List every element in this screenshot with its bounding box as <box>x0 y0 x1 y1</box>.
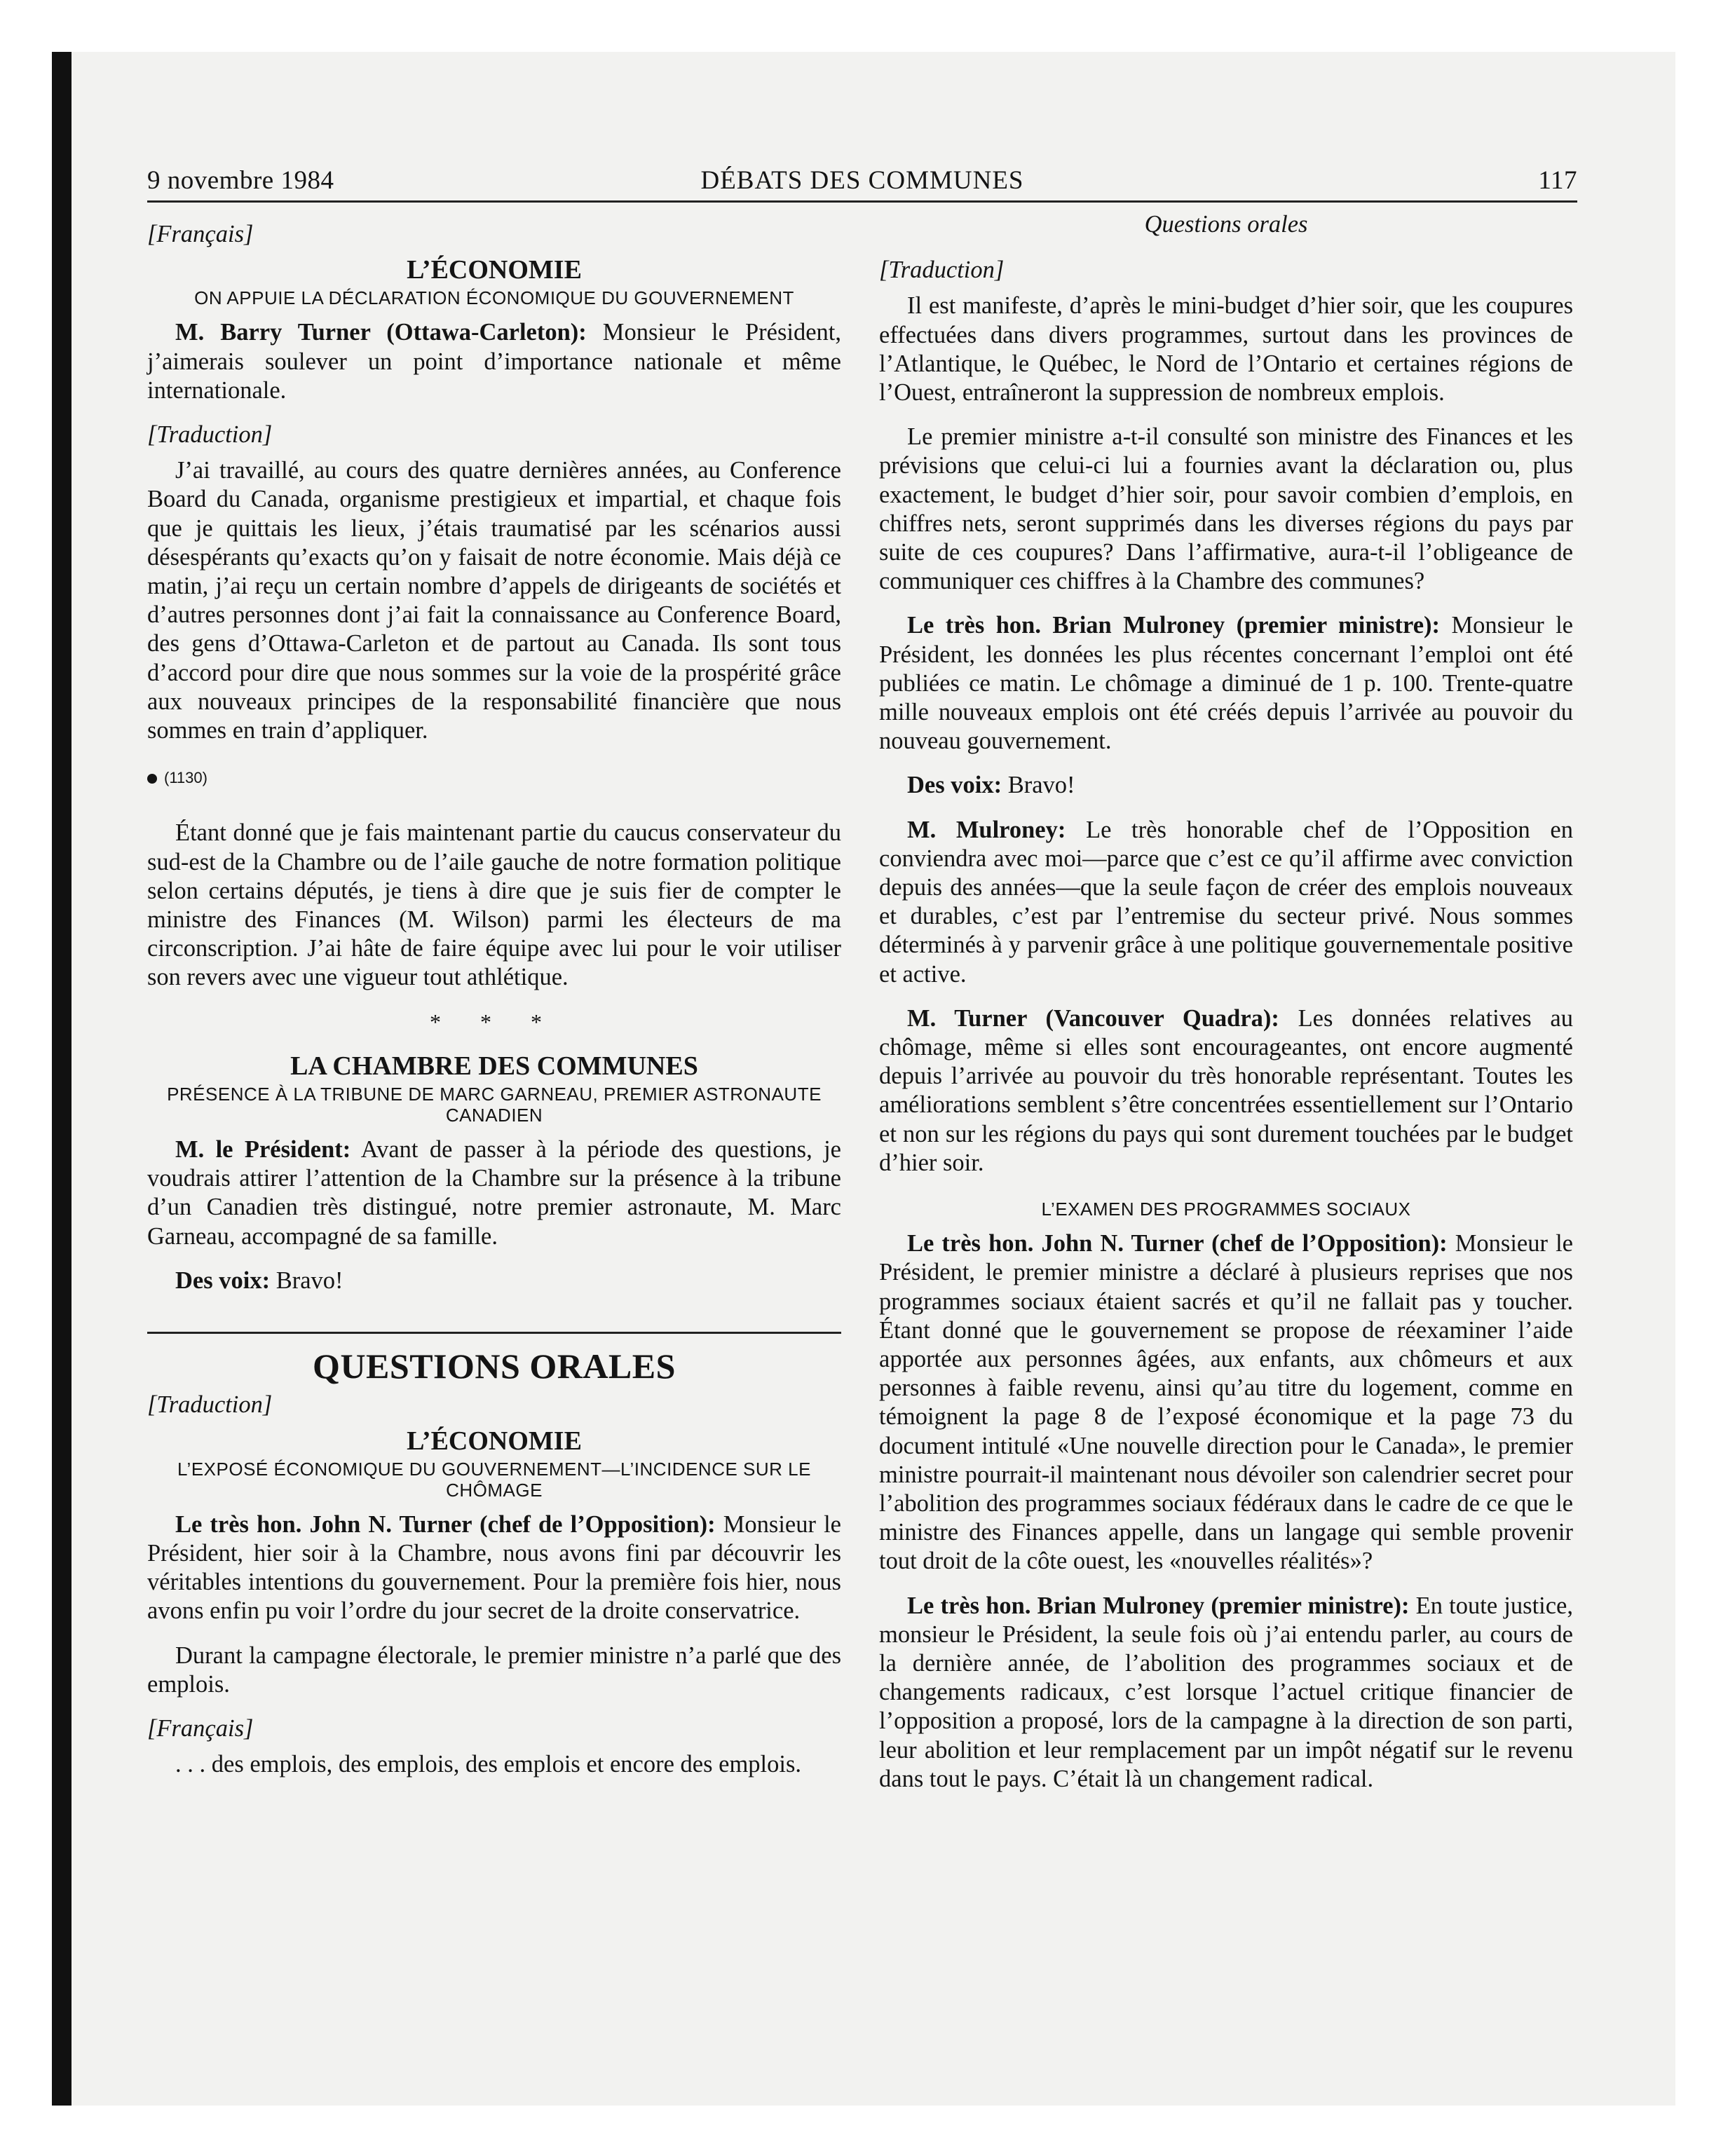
section-separator: * * * <box>430 1009 559 1035</box>
speech-text: Les données relatives au chômage, même si elles sont encourageantes, ont encore augmenté depuis l’arrivée au pouvoir du très honorable représentant. Toutes les améliorations semblent s’être concentrées essentiellement sur l’Ontario et non sur les régions du pays qui sont durement touchées par le budget d’hier soir. <box>879 1004 1573 1176</box>
speech-text: Monsieur le Président, hier soir à la Chambre, nous avons fini par découvrir les véritables intentions du gouvernement. Pour la première fois hier, nous avons enfin pu voir l’ordre du jour secret de la droite conservatrice. <box>147 1510 841 1625</box>
left-column <box>147 210 841 1794</box>
right-column <box>879 210 1573 1809</box>
speech-paragraph <box>147 318 841 405</box>
speech-paragraph <box>879 611 1573 756</box>
header-page-number: 117 <box>1538 166 1577 195</box>
header-title: DÉBATS DES COMMUNES <box>700 166 1024 195</box>
speaker-name: Le très hon. John N. Turner (chef de l’Opposition): <box>907 1230 1448 1257</box>
speech-text: Monsieur le Président, j’aimerais soulever un point d’importance nationale et même internationale. <box>147 319 841 404</box>
speech-paragraph <box>147 1267 841 1295</box>
speaker-name: M. Mulroney: <box>907 816 1066 843</box>
speech-text: En toute justice, monsieur le Président, la seule fois où j’ai entendu parler, au cours de la dernière année, de l’abolition des programmes sociaux et de changements radicaux, c’est lorsque l’actuel critique financier de l’opposition a proposé, lors de la campagne à la direction de son parti, leur abolition et leur remplacement par un impôt négatif sur le revenu dans tout le pays. C’était là un changement radical. <box>879 1592 1573 1792</box>
speech-paragraph <box>879 1229 1573 1576</box>
language-tag: [Français] <box>147 1714 254 1742</box>
speech-paragraph: Étant donné que je fais maintenant partie du caucus conservateur du sud-est de la Chambre ou de l’aile gauche de notre formation politique selon certains députés, je tiens à dire que je suis fier de compter le ministre des Finances (M. Wilson) parmi les électeurs de ma circonscription. J’ai hâte de faire équipe avec lui pour le voir utiliser son revers avec une vigueur tout athlétique. <box>147 819 841 991</box>
language-tag: [Traduction] <box>147 421 273 449</box>
section-heading: L’ÉCONOMIE <box>407 255 582 285</box>
section-heading: LA CHAMBRE DES COMMUNES <box>290 1051 698 1081</box>
speech-paragraph <box>879 816 1573 989</box>
speaker-name: Le très hon. Brian Mulroney (premier ministre): <box>907 1592 1410 1619</box>
speech-paragraph <box>147 1510 841 1626</box>
time-marker <box>147 763 841 792</box>
subsection-heading: ON APPUIE LA DÉCLARATION ÉCONOMIQUE DU GOUVERNEMENT <box>194 287 794 309</box>
speech-text: Bravo! <box>1002 772 1075 799</box>
scan-binding-edge <box>52 52 72 2106</box>
subsection-heading: L’EXAMEN DES PROGRAMMES SOCIAUX <box>1041 1199 1411 1220</box>
time-marker-text: (1130) <box>164 769 207 787</box>
subsection-heading: PRÉSENCE À LA TRIBUNE DE MARC GARNEAU, PREMIER ASTRONAUTE CANADIEN <box>167 1084 822 1126</box>
speech-paragraph: Le premier ministre a-t-il consulté son ministre des Finances et les prévisions que celui-ci lui a fournies avant la déclaration ou, plus exactement, le budget d’hier soir, pour savoir combien d’emplois, en chiffres nets, seront supprimés dans les diverses régions du pays par suite de ces coupures? Dans l’affirmative, aura-t-il l’obligeance de communiquer ces chiffres à la Chambre des communes? <box>879 423 1573 595</box>
language-tag: [Français] <box>147 221 254 247</box>
language-tag: [Traduction] <box>879 257 1005 284</box>
speech-text: Monsieur le Président, le premier ministre a déclaré à plusieurs reprises que nos programmes sociaux étaient sacrés et qu’il ne fallait pas y toucher. Étant donné que le gouvernement se propose de réexaminer l’aide apportée aux personnes âgées, aux enfants, aux chômeurs et aux personnes à faible revenu, ainsi qu’au titre du logement, comme en témoignent la page 8 de l’exposé économique et la page 73 du document intitulé «Une nouvelle direction pour le Canada», le premier ministre pourrait-il maintenant nous dévoiler son calendrier secret pour l’abolition des programmes sociaux fédéraux dans le cadre de ce que le ministre des Finances appelle, dans un langage qui semble provenir tout droit de la côte ouest, les «nouvelles réalités»? <box>879 1230 1573 1575</box>
bullet-icon <box>147 774 157 784</box>
speech-text: Bravo! <box>270 1267 343 1294</box>
running-head: Questions orales <box>1144 211 1308 238</box>
major-section-title: QUESTIONS ORALES <box>313 1346 676 1386</box>
speech-paragraph <box>879 1592 1573 1794</box>
page-header <box>147 165 1577 203</box>
speech-paragraph <box>147 1135 841 1251</box>
speech-paragraph <box>879 1004 1573 1178</box>
subsection-heading: L’EXPOSÉ ÉCONOMIQUE DU GOUVERNEMENT—L’INCIDENCE SUR LE CHÔMAGE <box>177 1458 811 1501</box>
speaker-name: Le très hon. John N. Turner (chef de l’Opposition): <box>175 1510 716 1538</box>
speaker-name: Le très hon. Brian Mulroney (premier ministre): <box>907 612 1441 639</box>
horizontal-rule <box>147 1332 841 1334</box>
header-date: 9 novembre 1984 <box>147 166 334 195</box>
speaker-name: Des voix: <box>907 772 1002 799</box>
speaker-name: M. le Président: <box>175 1136 351 1164</box>
speaker-name: M. Turner (Vancouver Quadra): <box>907 1004 1279 1032</box>
speech-paragraph: . . . des emplois, des emplois, des emplois et encore des emplois. <box>175 1751 802 1778</box>
language-tag: [Traduction] <box>147 1391 273 1419</box>
speech-paragraph: J’ai travaillé, au cours des quatre dernières années, au Conference Board du Canada, organisme prestigieux et impartial, et chaque fois que je quittais les lieux, j’étais traumatisé par les scénarios aussi désespérants qu’exacts qu’on y faisait de notre économie. Mais déjà ce matin, j’ai reçu un certain nombre d’appels de dirigeants de sociétés et d’autres personnes dont j’ai fait la connaissance au Conference Board, des gens d’Ottawa-Carleton et de partout au Canada. Ils sont tous d’accord pour dire que nous sommes sur la voie de la prospérité grâce aux nouveaux principes de la responsabilité financière que nous sommes en train d’appliquer. <box>147 457 841 744</box>
speech-text: Le très honorable chef de l’Opposition en conviendra avec moi—parce que c’est ce qu’il affirme avec conviction depuis des années—que la seule façon de créer des emplois nouveaux et durables, c’est par l’entremise du secteur privé. Nous sommes déterminés à y parvenir grâce à une politique gouvernementale positive et active. <box>879 816 1573 988</box>
speech-paragraph <box>879 771 1573 800</box>
section-heading: L’ÉCONOMIE <box>407 1426 582 1456</box>
speaker-name: M. Barry Turner (Ottawa-Carleton): <box>175 319 587 346</box>
speech-paragraph: Il est manifeste, d’après le mini-budget d’hier soir, que les coupures effectuées dans divers programmes, surtout dans les provinces de l’Atlantique, le Québec, le Nord de l’Ontario et certaines régions de l’Ouest, entraîneront la suppression de nombreux emplois. <box>879 292 1573 407</box>
speech-text: Avant de passer à la période des questions, je voudrais attirer l’attention de la Chambre sur la présence à la tribune d’un Canadien très distingué, notre premier astronaute, M. Marc Garneau, accompagné de sa famille. <box>147 1136 841 1250</box>
speaker-name: Des voix: <box>175 1267 271 1294</box>
speech-text: Monsieur le Président, les données les plus récentes concernant l’emploi ont été publiées ce matin. Le chômage a diminué de 1 p. 100. Trente-quatre mille nouveaux emplois ont été créés depuis l’arrivée au pouvoir du nouveau gouvernement. <box>879 612 1573 755</box>
speech-paragraph: Durant la campagne électorale, le premier ministre n’a parlé que des emplois. <box>147 1642 841 1698</box>
